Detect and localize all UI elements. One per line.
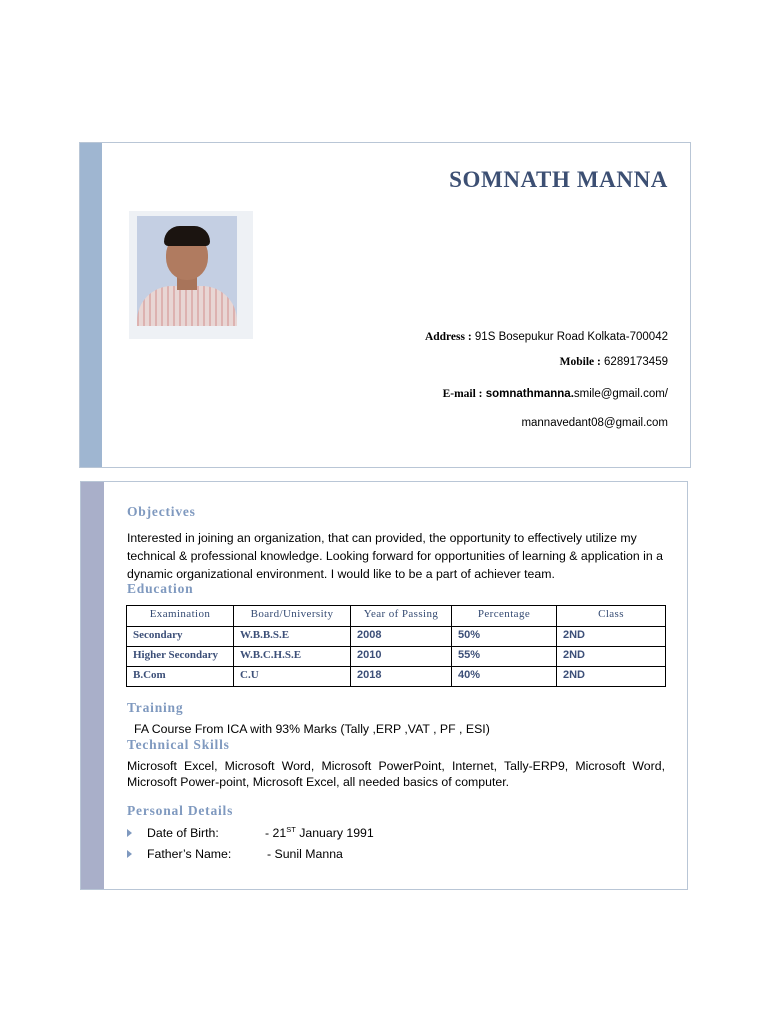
cell-examination: B.Com — [127, 667, 234, 687]
col-year: Year of Passing — [351, 606, 452, 627]
photo-hair — [164, 226, 210, 246]
cell-class: 2ND — [557, 667, 666, 687]
father-label: Father’s Name: — [147, 847, 232, 861]
training-heading: Training — [127, 700, 184, 715]
cell-year: 2010 — [351, 647, 452, 667]
photo-frame — [137, 216, 237, 326]
email-value-part2[interactable]: smile@gmail.com/ — [573, 388, 668, 400]
training-text: FA Course From ICA with 93% Marks (Tally ,ERP ,VAT , PF , ESI) — [134, 722, 490, 736]
cell-board: W.B.B.S.E — [234, 627, 351, 647]
education-header-row — [127, 606, 666, 627]
cell-percentage: 40% — [452, 667, 557, 687]
mobile-line — [560, 356, 668, 368]
dob-prefix: - 21 — [265, 826, 287, 841]
col-class: Class — [557, 606, 666, 627]
mobile-value: 6289173459 — [604, 356, 668, 368]
profile-photo — [129, 211, 253, 339]
personal-details-heading: Personal Details — [127, 803, 234, 818]
col-percentage: Percentage — [452, 606, 557, 627]
cell-examination: Secondary — [127, 627, 234, 647]
bullet-arrow-icon — [127, 829, 132, 837]
address-line — [425, 331, 668, 343]
objectives-text: Interested in joining an organization, that can provided, the opportunity to effectively utilize my technical & professional knowledge. Looking forward for opportunities of learning & application in a dynamic organizational environment. I would like to be a part of achiever team. — [127, 531, 663, 581]
address-value: 91S Bosepukur Road Kolkata-700042 — [474, 331, 668, 343]
father-value: - Sunil Manna — [267, 847, 343, 861]
cell-year: 2018 — [351, 667, 452, 687]
technical-skills-text: Microsoft Excel, Microsoft Word, Microsoft PowerPoint, Internet, Tally-ERP9, Microsoft Word, Microsoft Power-point, Microsoft Excel, all needed basics of computer. — [127, 759, 665, 789]
candidate-name: SOMNATH MANNA — [449, 167, 668, 192]
cell-board: C.U — [234, 667, 351, 687]
email-line-2[interactable]: mannavedant08@gmail.com — [521, 417, 668, 429]
header-card — [79, 142, 691, 468]
dob-label: Date of Birth: — [147, 826, 219, 841]
cell-class: 2ND — [557, 627, 666, 647]
cell-year: 2008 — [351, 627, 452, 647]
technical-skills-heading: Technical Skills — [127, 737, 230, 752]
list-item — [127, 825, 374, 840]
table-row — [127, 647, 666, 667]
dob-superscript: ST — [286, 825, 296, 834]
col-examination: Examination — [127, 606, 234, 627]
body-card — [80, 481, 688, 890]
education-heading: Education — [127, 581, 194, 596]
col-board: Board/University — [234, 606, 351, 627]
body-side-bar — [81, 482, 104, 889]
address-label: Address : — [424, 331, 472, 343]
email-value-part1[interactable]: somnathmanna. — [485, 388, 574, 400]
email-line — [443, 388, 668, 400]
education-table — [126, 605, 666, 687]
table-row — [127, 627, 666, 647]
dob-suffix: January 1991 — [295, 826, 374, 841]
bullet-arrow-icon — [127, 850, 132, 858]
cell-percentage: 55% — [452, 647, 557, 667]
photo-shirt — [137, 286, 237, 326]
list-item — [127, 847, 343, 861]
cell-board: W.B.C.H.S.E — [234, 647, 351, 667]
objectives-heading: Objectives — [127, 504, 196, 519]
mobile-label: Mobile : — [559, 356, 601, 368]
cell-examination: Higher Secondary — [127, 647, 234, 667]
table-row — [127, 667, 666, 687]
cell-class: 2ND — [557, 647, 666, 667]
header-side-bar — [80, 143, 102, 467]
email-label: E-mail : — [442, 388, 483, 400]
cell-percentage: 50% — [452, 627, 557, 647]
